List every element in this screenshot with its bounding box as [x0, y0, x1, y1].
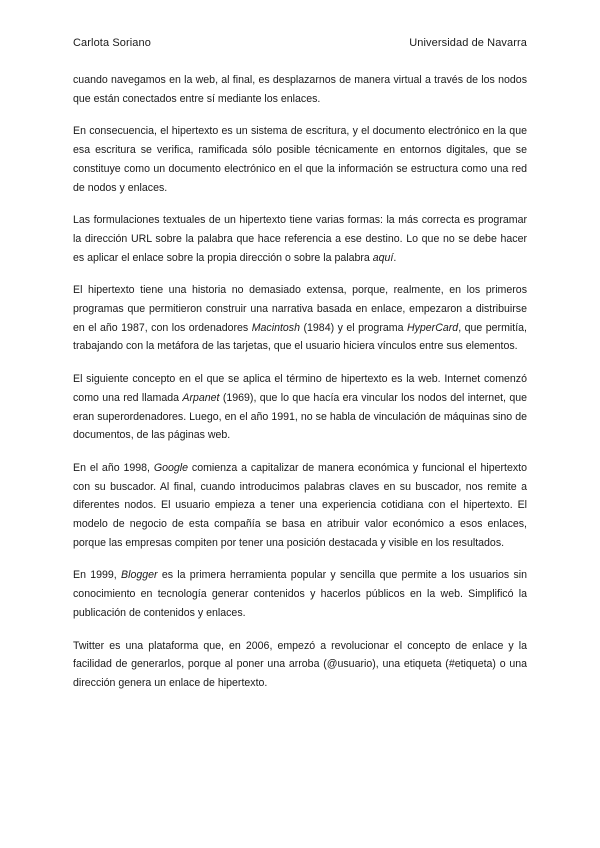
- paragraph-text: El hipertexto tiene una historia no demasiado extensa, porque, realmente, en los primeros programas que permitieron construir una narrativa basada en enlace, empezaron a distribuirse en el año 1987, con los ordenadores: [73, 284, 527, 334]
- paragraph-2: [73, 122, 527, 197]
- italic-term-hypercard: HyperCard: [406, 321, 459, 334]
- italic-term-macintosh: Macintosh: [251, 321, 301, 334]
- italic-term-arpanet: Arpanet: [182, 391, 220, 404]
- header-institution: Universidad de Navarra: [409, 37, 527, 49]
- paragraph-text: En consecuencia, el hipertexto es un sistema de escritura, y el documento electrónico en la que esa escritura se verifica, ramificada sólo posible técnicamente en entornos digitales, que se constituye como un documento electrónico en el que la información se estructura como una red de nodos y enlaces.: [73, 125, 527, 194]
- paragraph-text: .: [393, 251, 397, 264]
- paragraph-text: Las formulaciones textuales de un hipertexto tiene varias formas: la más correcta es programar la dirección URL sobre la palabra que hace referencia a ese destino. Lo que no se debe hacer es aplicar el enlace sobre la propia dirección o sobre la palabra: [73, 214, 527, 264]
- paragraph-text: (1969), que lo que hacía era vincular los nodos del internet, que eran superordenadores. Luego, en el año 1991, no se habla de vinculación de máquinas sino de documentos, de las páginas web.: [73, 391, 527, 442]
- paragraph-text: comienza a capitalizar de manera económica y funcional el hipertexto con su buscador. Al final, cuando introducimos palabras claves en su buscador, nos remite a diferentes nodos. El usuario empieza a tener una experiencia cotidiana con el hipertexto. El modelo de negocio de esta compañía se basa en atribuir valor económico a esos enlaces, porque las empresas compiten por tener una posición destacada y visible en los resultados.: [73, 461, 528, 549]
- paragraph-text: Twitter es una plataforma que, en 2006, empezó a revolucionar el concepto de enlace y la facilidad de generarlos, porque al poner una arroba (@usuario), una etiqueta (#etiqueta) o una dirección genera un enlace de hipertexto.: [73, 639, 527, 689]
- paragraph-text: es la primera herramienta popular y sencilla que permite a los usuarios sin conocimiento en tecnología generar contenidos y hacerlos públicos en la web. Simplificó la publicación de contenidos y enlaces.: [73, 569, 527, 619]
- paragraph-3: [73, 211, 527, 267]
- italic-term-aqui: aquí: [372, 251, 394, 264]
- paragraph-text: cuando navegamos en la web, al final, es desplazarnos de manera virtual a través de los nodos que están conectados entre sí mediante los enlaces.: [73, 74, 527, 105]
- document-body: [73, 71, 527, 707]
- header-author: Carlota Soriano: [73, 37, 151, 49]
- paragraph-text: El siguiente concepto en el que se aplica el término de hipertexto es la web. Internet comenzó como una red llamada: [73, 373, 527, 404]
- paragraph-7: [73, 566, 527, 622]
- page-header: [73, 37, 527, 49]
- paragraph-5: [73, 370, 527, 445]
- paragraph-text: En el año 1998,: [73, 461, 154, 474]
- paragraph-text: (1984) y el programa: [300, 321, 407, 334]
- paragraph-8: [73, 637, 527, 693]
- paragraph-text: , que permitía, trabajando con la metáfora de las tarjetas, que el usuario hiciera vínculos entre sus elementos.: [73, 321, 527, 353]
- paragraph-1: [73, 71, 527, 108]
- italic-term-google: Google: [153, 461, 189, 474]
- italic-term-blogger: Blogger: [121, 569, 158, 582]
- paragraph-6: [73, 459, 527, 553]
- paragraph-text: En 1999,: [73, 569, 122, 582]
- paragraph-4: [73, 281, 527, 356]
